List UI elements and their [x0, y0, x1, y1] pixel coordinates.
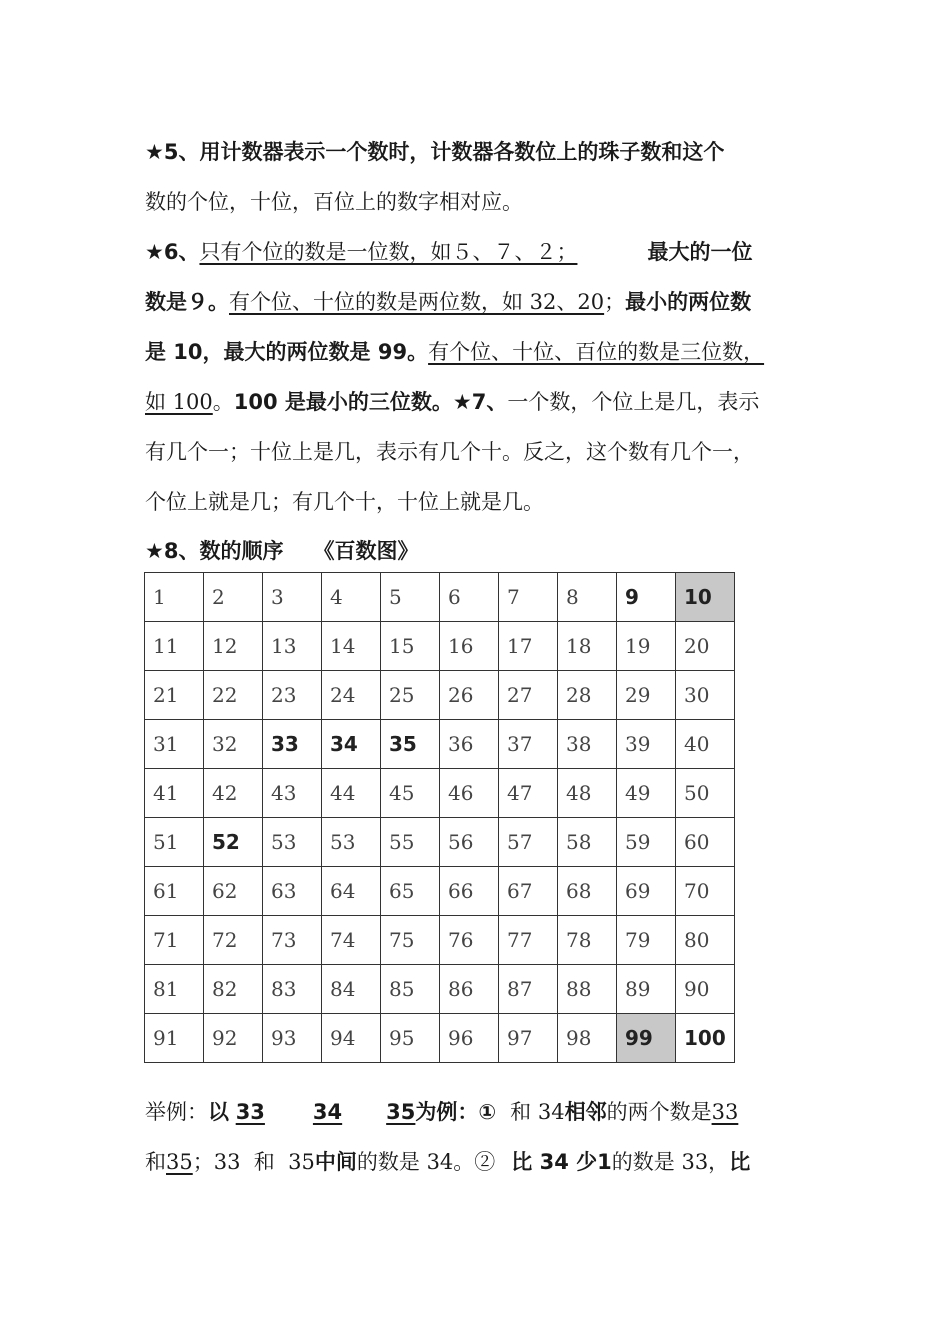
hundred-chart-cell: 37	[499, 720, 558, 769]
hundred-chart-cell: 94	[322, 1014, 381, 1063]
example-n2: 34	[312, 1100, 343, 1124]
hundred-chart-title: 《百数图》	[313, 539, 419, 563]
period: 。	[212, 390, 234, 414]
hundred-chart-cell: 88	[558, 965, 617, 1014]
hundred-chart-cell: 27	[499, 671, 558, 720]
hundred-chart-cell: 57	[499, 818, 558, 867]
example-n3: 35	[386, 1100, 416, 1124]
hundred-chart-cell: 9	[617, 573, 676, 622]
hundred-chart-row	[145, 671, 735, 720]
example-middle-1: ；33 和 35	[192, 1150, 315, 1174]
hundred-chart-cell: 42	[204, 769, 263, 818]
hundred-chart-cell: 61	[145, 867, 204, 916]
hundred-chart-row	[145, 965, 735, 1014]
hundred-chart-row	[145, 769, 735, 818]
hundred-chart-cell: 48	[558, 769, 617, 818]
example-lead: 举例：	[145, 1100, 208, 1124]
one-digit-definition: 只有个位的数是一位数，如５、７、２；	[199, 240, 578, 264]
point-6-line-4	[145, 387, 759, 417]
hundred-chart-cell: 25	[381, 671, 440, 720]
hundred-chart-cell: 6	[440, 573, 499, 622]
hundred-chart-cell: 90	[676, 965, 735, 1014]
hundred-chart-cell: 83	[263, 965, 322, 1014]
hundred-chart-cell: 76	[440, 916, 499, 965]
hundred-chart-row	[145, 573, 735, 622]
hundred-chart-cell: 80	[676, 916, 735, 965]
hundred-chart-cell: 72	[204, 916, 263, 965]
hundred-chart-cell: 67	[499, 867, 558, 916]
hundred-chart-cell: 22	[204, 671, 263, 720]
hundred-chart-cell: 46	[440, 769, 499, 818]
hundred-chart-cell: 11	[145, 622, 204, 671]
hundred-chart-cell: 52	[204, 818, 263, 867]
hundred-chart-cell: 62	[204, 867, 263, 916]
point-8-label: ★8、数的顺序	[145, 539, 284, 563]
smallest-three-digit: 100 是最小的三位数。★7、	[233, 390, 508, 414]
hundred-chart-cell: 38	[558, 720, 617, 769]
hundred-chart-cell: 87	[499, 965, 558, 1014]
two-digit-definition: 有个位、十位的数是两位数，如 32、20	[229, 290, 605, 314]
hundred-chart-cell: 77	[499, 916, 558, 965]
hundred-chart-row	[145, 818, 735, 867]
hundred-chart-cell: 78	[558, 916, 617, 965]
hundred-chart-cell: 99	[617, 1014, 676, 1063]
point-5-line-2	[145, 187, 523, 217]
hundred-chart-cell: 14	[322, 622, 381, 671]
point-7-line-2	[145, 437, 754, 467]
hundred-chart-cell: 92	[204, 1014, 263, 1063]
example-two-numbers: 的两个数是	[606, 1100, 712, 1124]
semicolon: ；	[604, 290, 626, 314]
hundred-chart-cell: 68	[558, 867, 617, 916]
smallest-two-digit: 最小的两位数	[625, 290, 752, 314]
hundred-chart-cell: 2	[204, 573, 263, 622]
hundred-chart-cell: 3	[263, 573, 322, 622]
hundred-chart-cell: 17	[499, 622, 558, 671]
point-7-text: 一个数，个位上是几，表示	[507, 390, 760, 414]
hundred-chart-cell: 18	[558, 622, 617, 671]
hundred-chart-cell: 96	[440, 1014, 499, 1063]
hundred-chart-cell: 44	[322, 769, 381, 818]
hundred-chart-cell: 86	[440, 965, 499, 1014]
hundred-chart-cell: 33	[263, 720, 322, 769]
hundred-chart-cell: 10	[676, 573, 735, 622]
hundred-chart-cell: 66	[440, 867, 499, 916]
hundred-chart-cell: 36	[440, 720, 499, 769]
hundred-chart-row	[145, 867, 735, 916]
point-5-text: ★5、用计数器表示一个数时，计数器各数位上的珠子数和这个	[145, 140, 725, 164]
example-n4: 33	[711, 1100, 739, 1124]
hundred-chart-cell: 93	[263, 1014, 322, 1063]
hundred-chart-cell: 51	[145, 818, 204, 867]
hundred-chart-cell: 12	[204, 622, 263, 671]
hundred-chart-cell: 63	[263, 867, 322, 916]
hundred-chart-cell: 16	[440, 622, 499, 671]
example-number-is: 的数是 33，	[611, 1150, 730, 1174]
largest-one-digit: 最大的一位	[647, 240, 753, 264]
example-and-34: 和 34	[510, 1100, 565, 1124]
hundred-chart-cell: 60	[676, 818, 735, 867]
hundred-chart-cell: 59	[617, 818, 676, 867]
example-as-example: 为例：①	[415, 1100, 497, 1124]
hundred-chart-cell: 53	[263, 818, 322, 867]
example-bi: 比	[729, 1150, 751, 1174]
hundred-chart-cell: 55	[381, 818, 440, 867]
point-6-line-2	[145, 287, 751, 317]
hundred-chart-cell: 47	[499, 769, 558, 818]
hundred-chart-row	[145, 1014, 735, 1063]
example-middle: 中间	[314, 1150, 357, 1174]
hundred-chart-cell: 75	[381, 916, 440, 965]
hundred-chart-cell: 41	[145, 769, 204, 818]
example-yi: 以	[208, 1100, 229, 1124]
point-5-text-cont: 数的个位，十位，百位上的数字相对应。	[145, 190, 523, 214]
example-middle-2: 的数是 34。②	[356, 1150, 496, 1174]
three-digit-definition: 有个位、十位、百位的数是三位数，	[428, 340, 765, 364]
example-adjacent: 相邻	[564, 1100, 607, 1124]
point-6-line-3	[145, 337, 764, 367]
hundred-chart-cell: 23	[263, 671, 322, 720]
example-n1: 33	[235, 1100, 265, 1124]
hundred-chart-row	[145, 622, 735, 671]
hundred-chart-body	[145, 573, 735, 1063]
hundred-chart-cell: 28	[558, 671, 617, 720]
hundred-chart-cell: 71	[145, 916, 204, 965]
hundred-chart-cell: 49	[617, 769, 676, 818]
hundred-chart-cell: 26	[440, 671, 499, 720]
hundred-chart-cell: 8	[558, 573, 617, 622]
hundred-chart-cell: 85	[381, 965, 440, 1014]
hundred-chart-cell: 91	[145, 1014, 204, 1063]
hundred-chart-cell: 58	[558, 818, 617, 867]
hundred-chart-cell: 82	[204, 965, 263, 1014]
hundred-chart-cell: 84	[322, 965, 381, 1014]
hundred-chart-cell: 29	[617, 671, 676, 720]
hundred-chart-cell: 53	[322, 818, 381, 867]
hundred-chart-cell: 73	[263, 916, 322, 965]
three-digit-example: 如 100	[145, 390, 213, 414]
hundred-chart-cell: 34	[322, 720, 381, 769]
hundred-chart-cell: 64	[322, 867, 381, 916]
hundred-chart-cell: 21	[145, 671, 204, 720]
example-line-2	[145, 1147, 750, 1177]
hundred-chart-cell: 65	[381, 867, 440, 916]
hundred-chart-row	[145, 916, 735, 965]
point-7-text-cont: 有几个一；十位上是几，表示有几个十。反之，这个数有几个一，	[145, 440, 754, 464]
hundred-chart-cell: 35	[381, 720, 440, 769]
hundred-chart-cell: 20	[676, 622, 735, 671]
largest-two-digit: 是 10，最大的两位数是 99。	[145, 340, 429, 364]
hundred-chart-cell: 15	[381, 622, 440, 671]
example-line-1	[145, 1097, 738, 1127]
hundred-chart-cell: 7	[499, 573, 558, 622]
hundred-chart-cell: 19	[617, 622, 676, 671]
hundred-chart-cell: 89	[617, 965, 676, 1014]
hundred-chart	[144, 572, 735, 1063]
hundred-chart-cell: 100	[676, 1014, 735, 1063]
point-6-star: ★6、	[145, 240, 200, 264]
hundred-chart-cell: 74	[322, 916, 381, 965]
hundred-chart-cell: 97	[499, 1014, 558, 1063]
hundred-chart-cell: 95	[381, 1014, 440, 1063]
example-one: 1	[597, 1150, 612, 1174]
hundred-chart-cell: 70	[676, 867, 735, 916]
point-7-text-end: 个位上就是几；有几个十，十位上就是几。	[145, 490, 544, 514]
hundred-chart-cell: 30	[676, 671, 735, 720]
point-5-line-1	[145, 137, 724, 167]
hundred-chart-cell: 56	[440, 818, 499, 867]
point-6-line-1	[145, 237, 752, 267]
hundred-chart-cell: 50	[676, 769, 735, 818]
example-less-than: 比 34 少	[511, 1150, 598, 1174]
point-8-heading	[145, 536, 418, 566]
hundred-chart-cell: 24	[322, 671, 381, 720]
hundred-chart-cell: 31	[145, 720, 204, 769]
example-n5: 35	[166, 1150, 193, 1174]
hundred-chart-cell: 45	[381, 769, 440, 818]
hundred-chart-cell: 1	[145, 573, 204, 622]
hundred-chart-cell: 39	[617, 720, 676, 769]
hundred-chart-cell: 4	[322, 573, 381, 622]
hundred-chart-cell: 79	[617, 916, 676, 965]
hundred-chart-cell: 5	[381, 573, 440, 622]
example-and: 和	[145, 1150, 166, 1174]
point-7-line-3	[145, 487, 544, 517]
hundred-chart-cell: 32	[204, 720, 263, 769]
hundred-chart-cell: 98	[558, 1014, 617, 1063]
hundred-chart-cell: 69	[617, 867, 676, 916]
hundred-chart-cell: 40	[676, 720, 735, 769]
hundred-chart-cell: 43	[263, 769, 322, 818]
hundred-chart-cell: 81	[145, 965, 204, 1014]
largest-one-digit-cont: 数是９。	[145, 290, 229, 314]
hundred-chart-row	[145, 720, 735, 769]
hundred-chart-cell: 13	[263, 622, 322, 671]
